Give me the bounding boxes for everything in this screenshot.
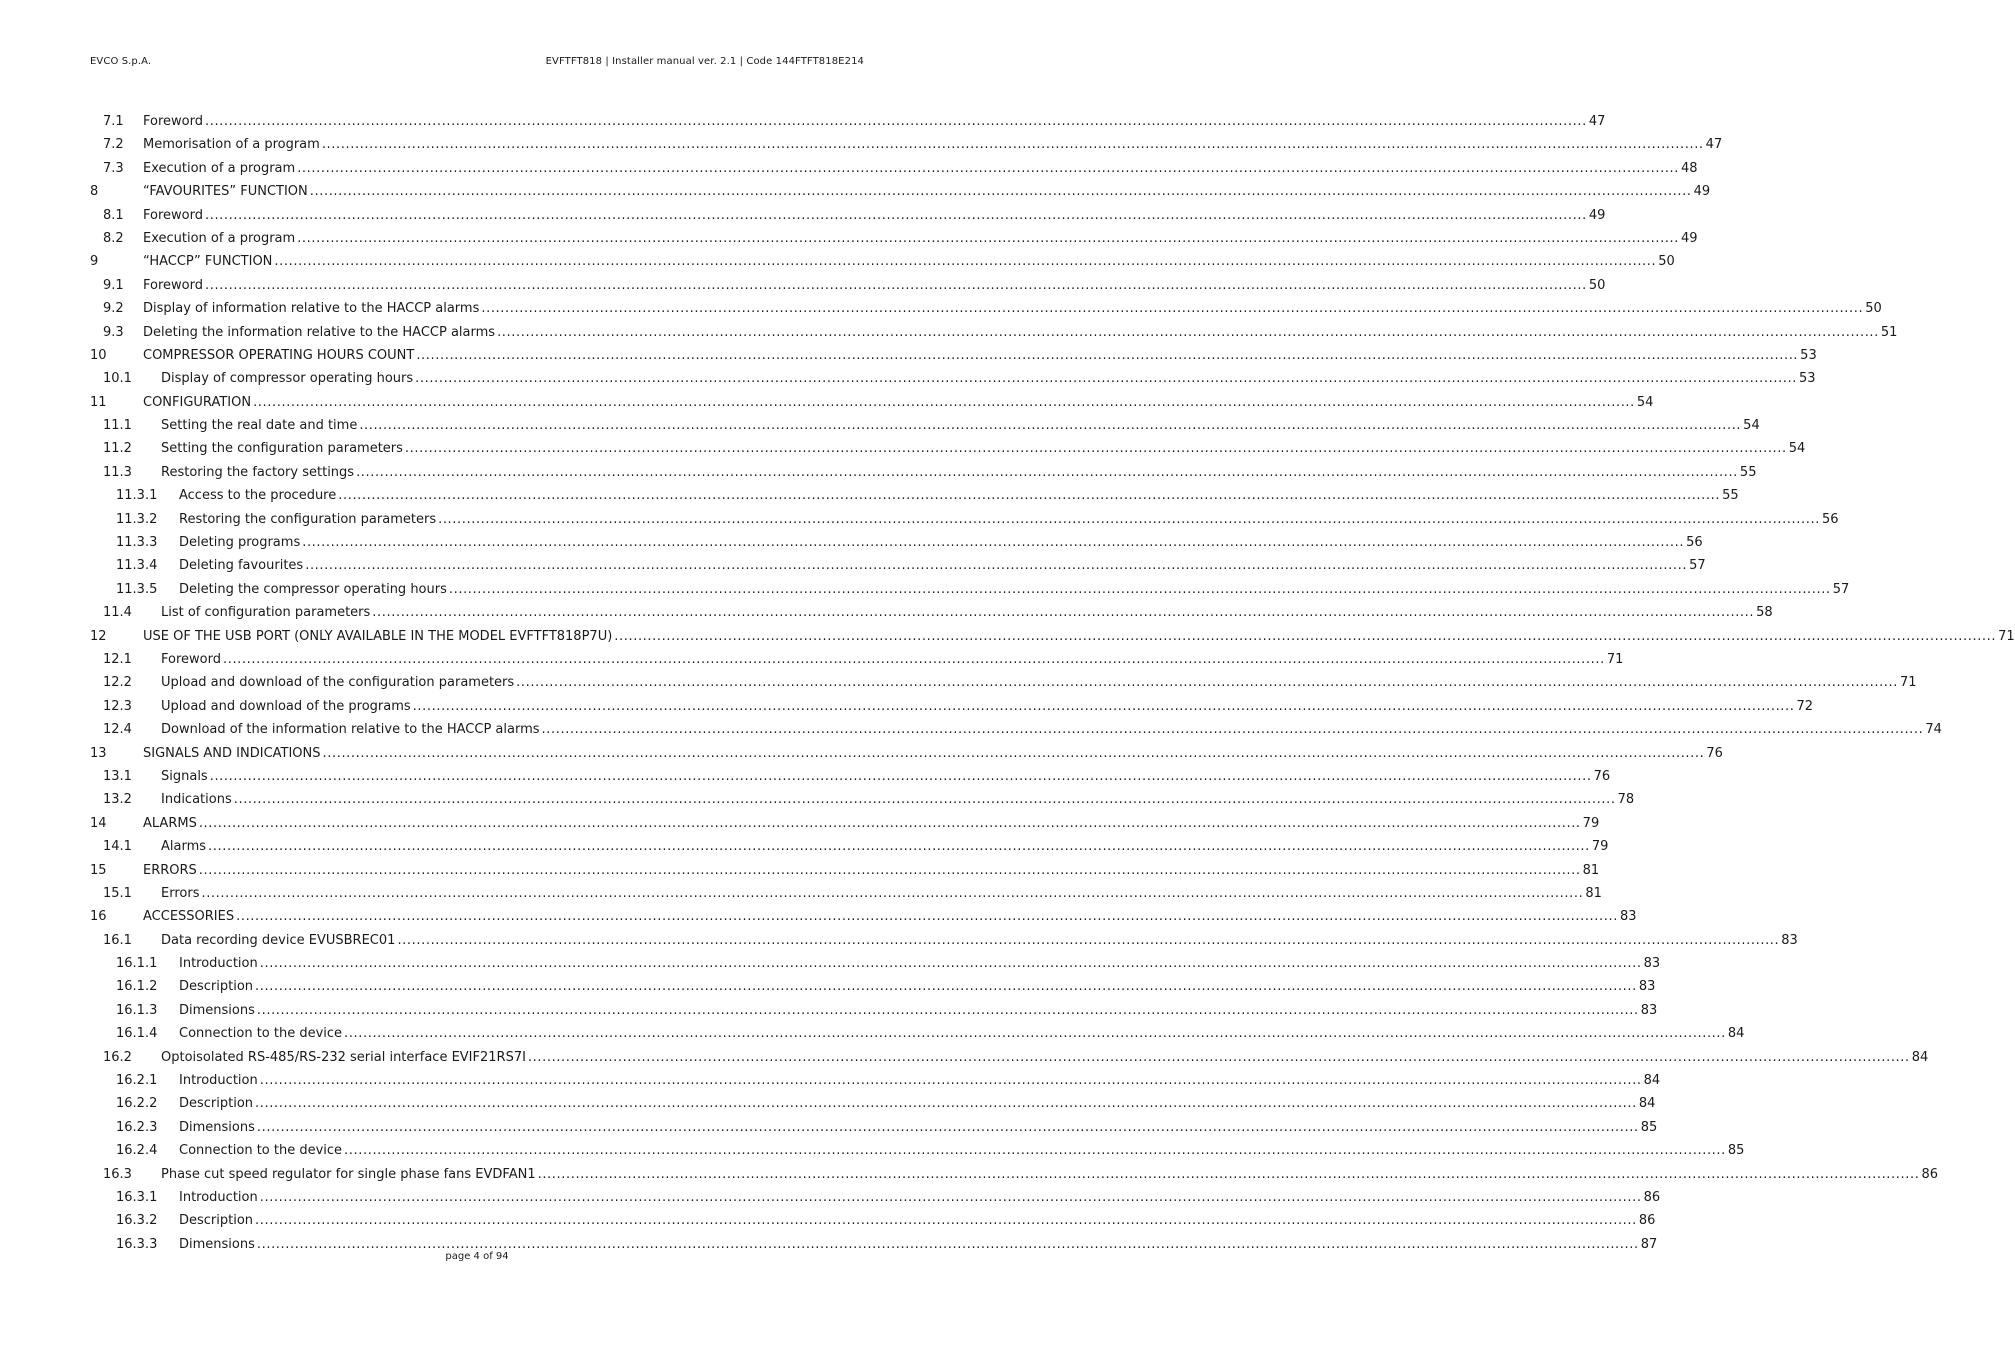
toc-entry-title: Introduction [179, 1189, 258, 1205]
toc-leader-dots [516, 671, 1898, 694]
toc-entry-title: Dimensions [179, 1002, 255, 1018]
toc-entry-title: Upload and download of the configuration parameters [161, 675, 515, 691]
toc-entry-title: Indications [161, 792, 232, 808]
toc-entry-page: 86 [1921, 1166, 1938, 1182]
toc-entry-page: 53 [1800, 347, 1817, 363]
toc-entry-title: Dimensions [179, 1119, 255, 1135]
toc-entry-number: 8.2 [103, 230, 124, 246]
toc-entry-page: 85 [1640, 1119, 1658, 1135]
toc-leader-dots [449, 578, 1831, 601]
toc-leader-dots [344, 1139, 1726, 1162]
toc-leader-dots [413, 695, 1795, 718]
toc-entry-number: 14 [90, 815, 107, 831]
toc-entry-page: 71 [1900, 675, 1917, 691]
toc-entry[interactable] [90, 110, 1606, 133]
toc-entry-page: 84 [1638, 1096, 1656, 1112]
toc-leader-dots [201, 882, 1583, 905]
toc-entry-title: List of configuration parameters [161, 605, 371, 621]
toc-leader-dots [297, 157, 1679, 180]
toc-entry-page: 84 [1911, 1049, 1929, 1065]
toc-entry-title: Deleting the compressor operating hours [179, 581, 447, 597]
toc-entry-title: Introduction [179, 1073, 258, 1089]
toc-entry-page: 83 [1640, 1002, 1658, 1018]
toc-leader-dots [481, 297, 1863, 320]
toc-entry-page: 49 [1693, 184, 1711, 200]
toc-entry-title: Errors [161, 885, 200, 901]
toc-entry-title: Data recording device EVUSBREC01 [161, 932, 396, 948]
toc-leader-dots [416, 344, 1798, 367]
toc-entry-number: 7.2 [103, 137, 124, 153]
toc-entry-title: Connection to the device [179, 1143, 343, 1159]
page-number: page 4 of 94 [445, 1251, 509, 1262]
toc-entry-number: 16.1.4 [116, 1026, 158, 1042]
toc-leader-dots [208, 835, 1590, 858]
toc-entry-number: 16.1.2 [116, 979, 158, 995]
toc-entry[interactable] [90, 1069, 1661, 1092]
toc-entry[interactable] [90, 882, 1602, 905]
toc-entry-number: 16.3.3 [116, 1236, 158, 1252]
toc-entry-page: 47 [1705, 137, 1723, 153]
toc-leader-dots [542, 718, 1924, 741]
toc-entry[interactable] [90, 461, 1757, 484]
toc-entry[interactable] [90, 297, 1882, 320]
toc-leader-dots [302, 531, 1684, 554]
toc-entry-title: Deleting programs [179, 535, 301, 551]
toc-entry[interactable] [90, 835, 1609, 858]
toc-entry-title: Signals [161, 768, 208, 784]
toc-leader-dots [257, 1116, 1639, 1139]
toc-entry-page: 58 [1756, 605, 1773, 621]
toc-entry-number: 11.3.5 [116, 581, 158, 597]
toc-entry[interactable] [90, 1046, 1929, 1069]
toc-entry-title: Restoring the factory settings [161, 464, 355, 480]
toc-entry-number: 16 [90, 909, 107, 925]
toc-entry-number: 11.2 [103, 441, 132, 457]
toc-entry-number: 7.3 [103, 160, 124, 176]
toc-leader-dots [199, 859, 1581, 882]
toc-leader-dots [614, 625, 1996, 648]
toc-entry-title: Memorisation of a program [143, 137, 320, 153]
table-of-contents [90, 110, 2015, 1256]
toc-entry[interactable] [90, 531, 1703, 554]
toc-entry-title: Description [179, 1213, 254, 1229]
toc-entry-title: Foreword [143, 277, 203, 293]
toc-entry-page: 87 [1640, 1236, 1658, 1252]
toc-entry[interactable] [90, 204, 1606, 227]
toc-entry-page: 81 [1585, 885, 1602, 901]
toc-leader-dots [205, 274, 1587, 297]
toc-leader-dots [497, 321, 1879, 344]
toc-entry-page: 85 [1727, 1143, 1745, 1159]
toc-entry-number: 16.1.1 [116, 956, 158, 972]
toc-entry[interactable] [90, 133, 1723, 156]
toc-entry-page: 83 [1638, 979, 1656, 995]
toc-entry-page: 48 [1681, 160, 1698, 176]
toc-entry-title: “HACCP” FUNCTION [143, 254, 273, 270]
toc-leader-dots [255, 1092, 1637, 1115]
toc-leader-dots [260, 1186, 1642, 1209]
toc-entry-number: 16.2.4 [116, 1143, 158, 1159]
toc-entry-title: Dimensions [179, 1236, 255, 1252]
toc-leader-dots [359, 414, 1741, 437]
toc-entry-number: 11.1 [103, 418, 132, 434]
toc-entry-title: Upload and download of the programs [161, 698, 411, 714]
toc-entry[interactable] [90, 1163, 1938, 1186]
toc-entry-number: 12.3 [103, 698, 132, 714]
toc-entry-number: 16.3 [103, 1166, 132, 1182]
toc-entry-number: 9.3 [103, 324, 124, 340]
toc-entry-title: Display of information relative to the HACCP alarms [143, 301, 480, 317]
toc-entry-number: 16.2 [103, 1049, 132, 1065]
toc-leader-dots [538, 1163, 1920, 1186]
toc-entry-page: 83 [1781, 932, 1798, 948]
toc-entry-number: 16.1 [103, 932, 132, 948]
toc-entry-title: Foreword [161, 651, 221, 667]
toc-entry[interactable] [90, 1116, 1658, 1139]
toc-entry-number: 13.1 [103, 768, 132, 784]
toc-leader-dots [438, 508, 1820, 531]
toc-entry-title: Connection to the device [179, 1026, 343, 1042]
toc-entry-number: 11.3.1 [116, 488, 158, 504]
toc-leader-dots [234, 788, 1616, 811]
toc-entry-title: Deleting the information relative to the HACCP alarms [143, 324, 496, 340]
toc-entry-page: 49 [1588, 207, 1606, 223]
toc-entry[interactable] [90, 437, 1806, 460]
toc-entry-number: 8.1 [103, 207, 124, 223]
toc-entry-number: 11.3.4 [116, 558, 158, 574]
toc-entry-number: 9.1 [103, 277, 124, 293]
toc-entry-title: “FAVOURITES” FUNCTION [143, 184, 308, 200]
toc-entry-title: Description [179, 979, 254, 995]
toc-entry-number: 11.3.3 [116, 535, 158, 551]
toc-entry-number: 15.1 [103, 885, 132, 901]
toc-entry-number: 10 [90, 347, 107, 363]
toc-leader-dots [236, 905, 1618, 928]
toc-entry-title: Introduction [179, 956, 258, 972]
toc-entry[interactable] [90, 484, 1739, 507]
toc-entry-number: 11 [90, 394, 107, 410]
toc-leader-dots [322, 133, 1704, 156]
toc-entry-page: 86 [1638, 1213, 1656, 1229]
toc-entry-page: 57 [1689, 558, 1706, 574]
toc-entry-page: 78 [1617, 792, 1635, 808]
toc-entry-page: 79 [1591, 839, 1609, 855]
toc-leader-dots [257, 999, 1639, 1022]
toc-entry-title: Execution of a program [143, 160, 296, 176]
toc-entry[interactable] [90, 1092, 1656, 1115]
toc-entry-title: Optoisolated RS-485/RS-232 serial interface EVIF21RS7I [161, 1049, 526, 1065]
toc-leader-dots [199, 812, 1581, 835]
toc-leader-dots [223, 648, 1605, 671]
toc-entry-page: 86 [1643, 1189, 1661, 1205]
toc-entry-title: Restoring the configuration parameters [179, 511, 437, 527]
toc-entry[interactable] [90, 414, 1760, 437]
toc-entry-title: ERRORS [143, 862, 197, 878]
toc-entry-page: 49 [1681, 230, 1698, 246]
toc-entry[interactable] [90, 274, 1606, 297]
toc-entry[interactable] [90, 975, 1656, 998]
toc-leader-dots [205, 110, 1587, 133]
toc-leader-dots [310, 180, 1692, 203]
toc-entry-number: 16.1.3 [116, 1002, 158, 1018]
toc-entry-title: Foreword [143, 114, 203, 129]
toc-leader-dots [260, 1069, 1642, 1092]
toc-entry-page: 71 [1998, 628, 2015, 644]
toc-leader-dots [338, 484, 1720, 507]
toc-entry-title: Foreword [143, 207, 203, 223]
toc-entry[interactable] [90, 859, 1600, 882]
toc-entry-number: 12.4 [103, 722, 132, 738]
toc-entry-page: 54 [1743, 418, 1760, 434]
toc-entry-page: 56 [1686, 535, 1703, 551]
toc-entry-page: 81 [1582, 862, 1600, 878]
toc-leader-dots [274, 250, 1656, 273]
toc-entry-number: 14.1 [103, 839, 132, 855]
toc-entry-number: 16.2.1 [116, 1073, 158, 1089]
toc-entry[interactable] [90, 367, 1816, 390]
toc-entry-page: 47 [1588, 114, 1606, 129]
toc-entry[interactable] [90, 695, 1814, 718]
toc-entry-title: USE OF THE USB PORT (ONLY AVAILABLE IN THE MODEL EVFTFT818P7U) [143, 628, 613, 644]
toc-entry[interactable] [90, 601, 1773, 624]
toc-entry-page: 84 [1727, 1026, 1745, 1042]
toc-leader-dots [528, 1046, 1910, 1069]
toc-entry-number: 11.4 [103, 605, 132, 621]
toc-entry-page: 54 [1788, 441, 1806, 457]
toc-entry[interactable] [90, 671, 1917, 694]
toc-entry[interactable] [90, 578, 1850, 601]
toc-entry[interactable] [90, 508, 1839, 531]
toc-entry[interactable] [90, 929, 1798, 952]
toc-leader-dots [305, 554, 1687, 577]
toc-entry-number: 16.3.1 [116, 1189, 158, 1205]
toc-entry-page: 83 [1619, 909, 1637, 925]
toc-leader-dots [255, 975, 1637, 998]
toc-entry-page: 71 [1606, 651, 1624, 667]
toc-entry[interactable] [90, 952, 1661, 975]
toc-entry-page: 50 [1865, 301, 1882, 317]
toc-entry-title: ACCESSORIES [143, 909, 235, 925]
toc-leader-dots [297, 227, 1679, 250]
toc-leader-dots [356, 461, 1738, 484]
toc-leader-dots [405, 437, 1787, 460]
toc-entry-number: 8 [90, 184, 99, 200]
toc-entry-number: 10.1 [103, 371, 132, 387]
toc-entry-page: 54 [1636, 394, 1654, 410]
toc-entry-number: 12 [90, 628, 107, 644]
toc-entry-number: 16.2.2 [116, 1096, 158, 1112]
toc-entry-title: SIGNALS AND INDICATIONS [143, 745, 321, 761]
toc-entry[interactable] [90, 1139, 1745, 1162]
toc-entry[interactable] [90, 180, 1711, 203]
toc-leader-dots [323, 742, 1705, 765]
toc-entry[interactable] [90, 742, 1723, 765]
toc-entry[interactable] [90, 1022, 1745, 1045]
toc-entry-page: 50 [1658, 254, 1675, 270]
toc-leader-dots [344, 1022, 1726, 1045]
toc-entry[interactable] [90, 718, 1942, 741]
toc-entry[interactable] [90, 788, 1635, 811]
toc-entry[interactable] [90, 812, 1600, 835]
toc-entry-page: 55 [1722, 488, 1739, 504]
toc-entry-number: 12.2 [103, 675, 132, 691]
toc-entry-title: Access to the procedure [179, 488, 337, 504]
toc-entry-title: Description [179, 1096, 254, 1112]
toc-entry-title: Deleting favourites [179, 558, 304, 574]
toc-entry-title: Setting the real date and time [161, 418, 358, 434]
toc-leader-dots [255, 1209, 1637, 1232]
toc-entry-page: 55 [1739, 464, 1757, 480]
toc-entry-page: 50 [1588, 277, 1606, 293]
toc-entry-page: 76 [1593, 768, 1611, 784]
toc-entry-title: CONFIGURATION [143, 394, 252, 410]
toc-entry[interactable] [90, 648, 1624, 671]
toc-entry-page: 53 [1799, 371, 1816, 387]
toc-entry-title: Phase cut speed regulator for single phase fans EVDFAN1 [161, 1166, 536, 1182]
toc-entry-page: 76 [1706, 745, 1723, 761]
toc-entry-page: 74 [1925, 722, 1942, 738]
toc-entry-page: 72 [1796, 698, 1814, 714]
toc-entry-title: Alarms [161, 839, 207, 855]
toc-entry-page: 84 [1643, 1073, 1661, 1089]
toc-leader-dots [253, 391, 1635, 414]
toc-entry-number: 11.3 [103, 464, 132, 480]
toc-entry[interactable] [90, 157, 1698, 180]
toc-entry-title: Display of compressor operating hours [161, 371, 414, 387]
toc-entry-page: 83 [1643, 956, 1661, 972]
toc-entry-title: ALARMS [143, 815, 197, 831]
toc-entry-page: 51 [1880, 324, 1898, 340]
toc-entry-number: 12.1 [103, 651, 132, 667]
toc-leader-dots [415, 367, 1797, 390]
toc-entry[interactable] [90, 1209, 1656, 1232]
toc-entry[interactable] [90, 625, 2015, 648]
toc-entry-number: 16.3.2 [116, 1213, 158, 1229]
toc-entry-number: 9 [90, 254, 99, 270]
toc-entry-number: 16.2.3 [116, 1119, 158, 1135]
toc-entry-title: Execution of a program [143, 230, 296, 246]
toc-entry-number: 9.2 [103, 301, 124, 317]
toc-entry-title: COMPRESSOR OPERATING HOURS COUNT [143, 347, 415, 363]
toc-leader-dots [260, 952, 1642, 975]
toc-entry-number: 11.3.2 [116, 511, 158, 527]
toc-leader-dots [210, 765, 1592, 788]
header-company: EVCO S.p.A. [90, 56, 152, 67]
toc-entry[interactable] [90, 391, 1654, 414]
toc-entry[interactable] [90, 554, 1706, 577]
toc-entry[interactable] [90, 1186, 1661, 1209]
toc-entry-number: 13.2 [103, 792, 132, 808]
toc-leader-dots [397, 929, 1779, 952]
toc-entry-number: 7.1 [103, 114, 124, 129]
toc-entry[interactable] [90, 999, 1658, 1022]
toc-entry[interactable] [90, 765, 1611, 788]
toc-entry-number: 13 [90, 745, 107, 761]
toc-entry[interactable] [90, 321, 1898, 344]
toc-entry[interactable] [90, 227, 1698, 250]
toc-entry-title: Download of the information relative to the HACCP alarms [161, 722, 540, 738]
toc-leader-dots [205, 204, 1587, 227]
toc-entry[interactable] [90, 905, 1637, 928]
toc-entry-page: 56 [1821, 511, 1839, 527]
toc-entry[interactable] [90, 344, 1817, 367]
toc-leader-dots [372, 601, 1754, 624]
toc-entry-title: Setting the configuration parameters [161, 441, 403, 457]
toc-entry-number: 15 [90, 862, 107, 878]
toc-entry[interactable] [90, 250, 1675, 273]
toc-entry-page: 57 [1832, 581, 1850, 597]
header-document-info: EVFTFT818 | Installer manual ver. 2.1 | Code 144FTFT818E214 [545, 56, 864, 67]
toc-entry-page: 79 [1582, 815, 1600, 831]
